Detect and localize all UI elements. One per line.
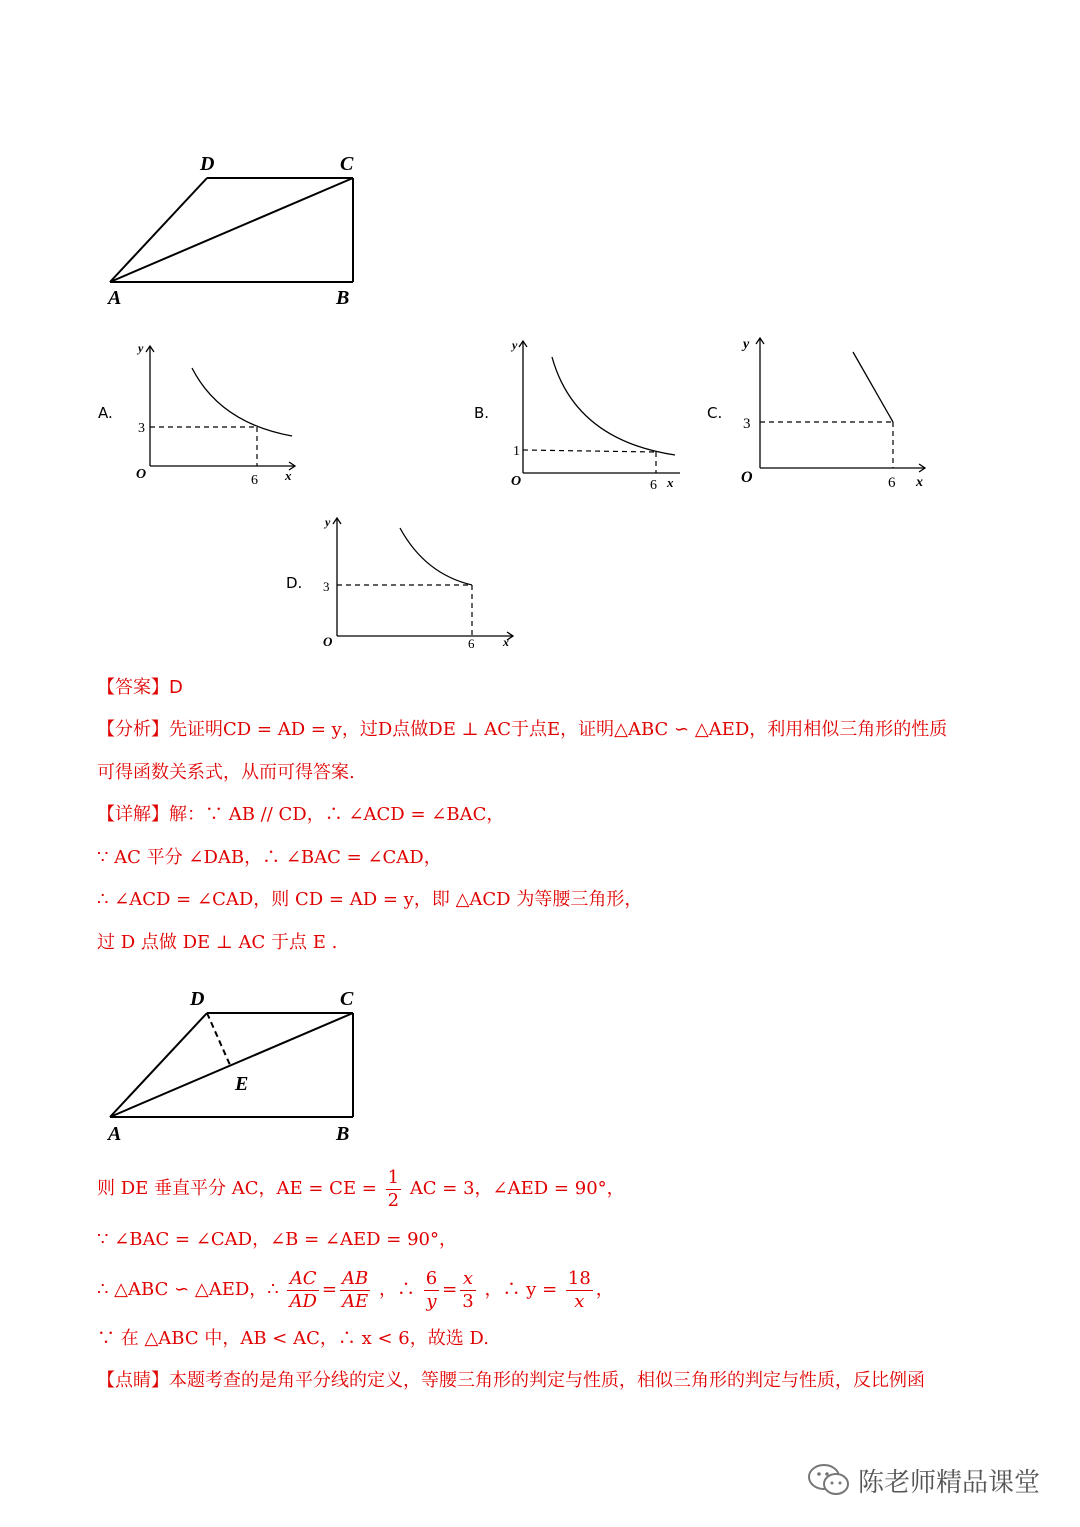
- x-tick-label: 6: [888, 475, 896, 491]
- detail-text-1: 解：∵ AB // CD，∴ ∠ACD = ∠BAC，: [169, 804, 505, 825]
- y-axis-label: y: [743, 337, 750, 352]
- fraction-18-x: [566, 1268, 593, 1313]
- analysis-line-1: [97, 718, 947, 742]
- fraction-denominator: y: [426, 1290, 437, 1312]
- equals-sign: =: [442, 1279, 458, 1300]
- fraction-x-3: [460, 1268, 475, 1313]
- y-axis-label: y: [512, 338, 518, 352]
- graph-option-b: [505, 335, 685, 495]
- step3-text-a: ∴ △ABC ∽ △AED，∴: [97, 1279, 279, 1300]
- x-axis-label: x: [285, 468, 292, 483]
- label-C: C: [340, 988, 354, 1010]
- x-tick-label: 6: [650, 478, 657, 493]
- y-axis-label: y: [325, 515, 331, 529]
- comment-label: 【点睛】: [97, 1370, 169, 1391]
- step-line-3: [97, 1264, 614, 1316]
- fraction-denominator: 3: [462, 1290, 474, 1312]
- option-d-label: D.: [286, 574, 303, 592]
- step3-text-c: ，∴ y =: [484, 1279, 558, 1300]
- x-axis-label: x: [916, 475, 923, 490]
- step1-text-a: 则 DE 垂直平分 AC，AE = CE =: [97, 1178, 377, 1199]
- fraction-one-half: [386, 1167, 401, 1212]
- fraction-denominator: x: [574, 1290, 585, 1312]
- label-D: D: [190, 988, 205, 1010]
- y-axis-label: y: [138, 341, 144, 355]
- y-tick-label: 3: [138, 421, 145, 436]
- figure-trapezoid: [100, 148, 370, 308]
- origin-label: O: [136, 467, 147, 482]
- analysis-line-2: 可得函数关系式，从而可得答案.: [97, 762, 355, 783]
- step-line-1: [97, 1166, 625, 1212]
- origin-label: O: [511, 474, 522, 489]
- y-tick-label: 1: [513, 444, 520, 459]
- fraction-numerator: AC: [287, 1268, 318, 1291]
- fraction-6-y: [424, 1268, 439, 1313]
- graph-option-a: [130, 338, 305, 488]
- detail-line-2: ∵ AC 平分 ∠DAB，∴ ∠BAC = ∠CAD，: [97, 847, 442, 868]
- graph-option-c: [735, 332, 935, 492]
- x-tick-label: 6: [251, 473, 258, 488]
- label-E: E: [235, 1073, 249, 1095]
- answer-value: D: [169, 677, 183, 698]
- graph-option-d: [315, 512, 515, 652]
- step-line-4: ∵ 在 △ABC 中，AB < AC，∴ x < 6，故选 D.: [97, 1328, 489, 1349]
- fraction-numerator: 18: [567, 1267, 591, 1289]
- detail-line-4: 过 D 点做 DE ⊥ AC 于点 E .: [97, 932, 338, 953]
- y-tick-label: 3: [743, 416, 751, 432]
- fraction-ab-ae: [340, 1268, 370, 1313]
- detail-line-3: ∴ ∠ACD = ∠CAD，则 CD = AD = y，即 △ACD 为等腰三角形，: [97, 889, 643, 910]
- origin-label: O: [741, 469, 753, 486]
- fraction-denominator: AE: [342, 1290, 369, 1312]
- step3-text-b: ，∴: [378, 1279, 415, 1300]
- label-C: C: [340, 153, 354, 175]
- answer-label: 【答案】: [97, 677, 169, 698]
- comment-line: [97, 1369, 925, 1393]
- detail-label: 【详解】: [97, 804, 169, 825]
- fraction-numerator: x: [460, 1268, 475, 1291]
- option-b-label: B.: [474, 404, 490, 422]
- answer-line: [97, 676, 183, 700]
- origin-label: O: [323, 634, 333, 649]
- fraction-denominator: AD: [289, 1290, 317, 1312]
- analysis-text-1: 先证明CD = AD = y，过D点做DE ⊥ AC于点E，证明△ABC ∽ △AED，利用相似三角形的性质: [169, 719, 948, 740]
- fraction-denominator: 2: [387, 1189, 400, 1211]
- detail-line-1: [97, 803, 504, 827]
- fraction-numerator: AB: [342, 1267, 369, 1289]
- comment-text: 本题考查的是角平分线的定义，等腰三角形的判定与性质，相似三角形的判定与性质，反比例函: [169, 1370, 925, 1391]
- x-axis-label: x: [503, 635, 509, 649]
- x-tick-label: 6: [468, 636, 475, 651]
- watermark-text: 陈老师精品课堂: [858, 1468, 1041, 1498]
- label-A: A: [108, 1123, 122, 1145]
- x-axis-label: x: [667, 475, 674, 490]
- y-tick-label: 3: [323, 579, 330, 594]
- step3-text-d: ，: [595, 1279, 614, 1300]
- figure-trapezoid-with-e: [100, 984, 370, 1146]
- label-A: A: [108, 287, 122, 308]
- fraction-ac-ad: [287, 1268, 318, 1313]
- fraction-numerator: 1: [387, 1166, 400, 1188]
- analysis-label: 【分析】: [97, 719, 169, 740]
- step-line-2: ∵ ∠BAC = ∠CAD，∠B = ∠AED = 90°，: [97, 1229, 457, 1250]
- wechat-icon: [806, 1462, 852, 1498]
- step1-text-b: AC = 3，∠AED = 90°，: [409, 1178, 625, 1199]
- label-B: B: [336, 287, 350, 308]
- label-D: D: [200, 153, 215, 175]
- label-B: B: [336, 1123, 350, 1145]
- fraction-numerator: 6: [425, 1267, 438, 1289]
- equals-sign: =: [321, 1279, 338, 1300]
- option-a-label: A.: [98, 404, 113, 422]
- option-c-label: C.: [707, 404, 723, 422]
